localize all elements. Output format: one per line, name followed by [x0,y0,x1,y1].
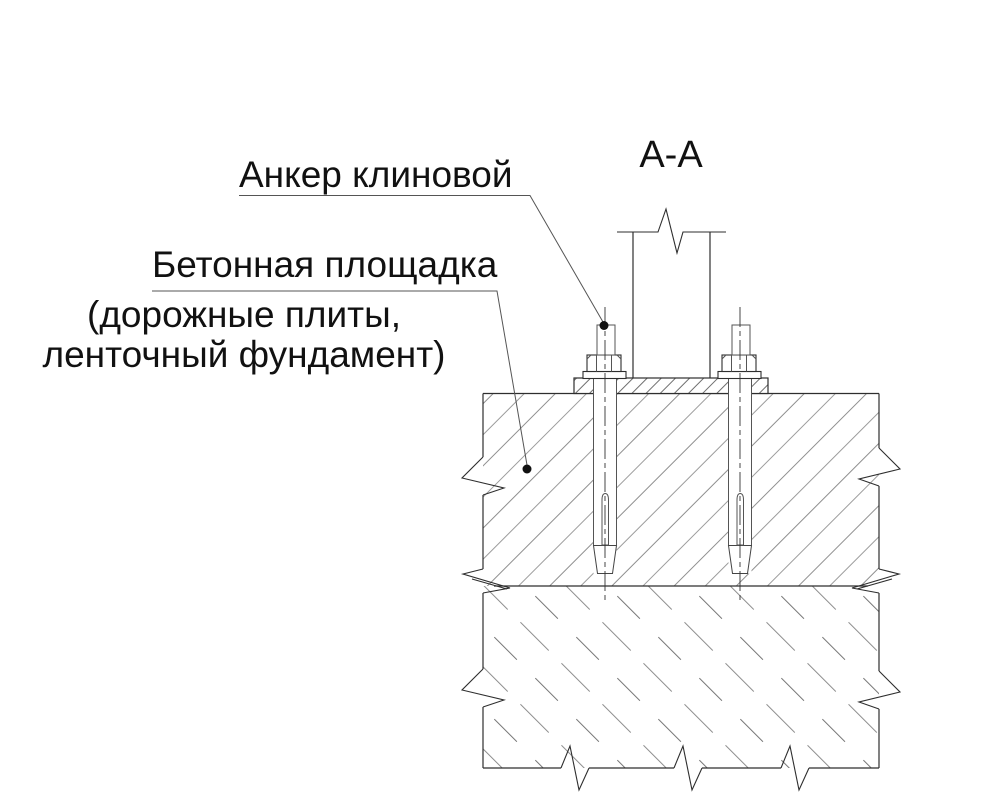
pad-sublabel-line1: (дорожные плиты, [87,294,401,335]
foundation-lower-block [483,586,879,768]
leader-pad-dot [523,465,532,474]
lower-block-hatch [483,586,879,768]
column-sides [633,232,710,378]
section-title-label: А-А [639,134,703,176]
leader-anchor-dot [600,321,609,330]
anchor-callout-label: Анкер клиновой [239,154,513,195]
pad-sublabel-line2: ленточный фундамент) [42,334,446,375]
concrete-pad-upper-block [483,394,879,587]
steel-column [617,209,726,378]
pad-callout-label: Бетонная площадка [152,244,498,285]
upper-block-hatch [483,394,879,587]
